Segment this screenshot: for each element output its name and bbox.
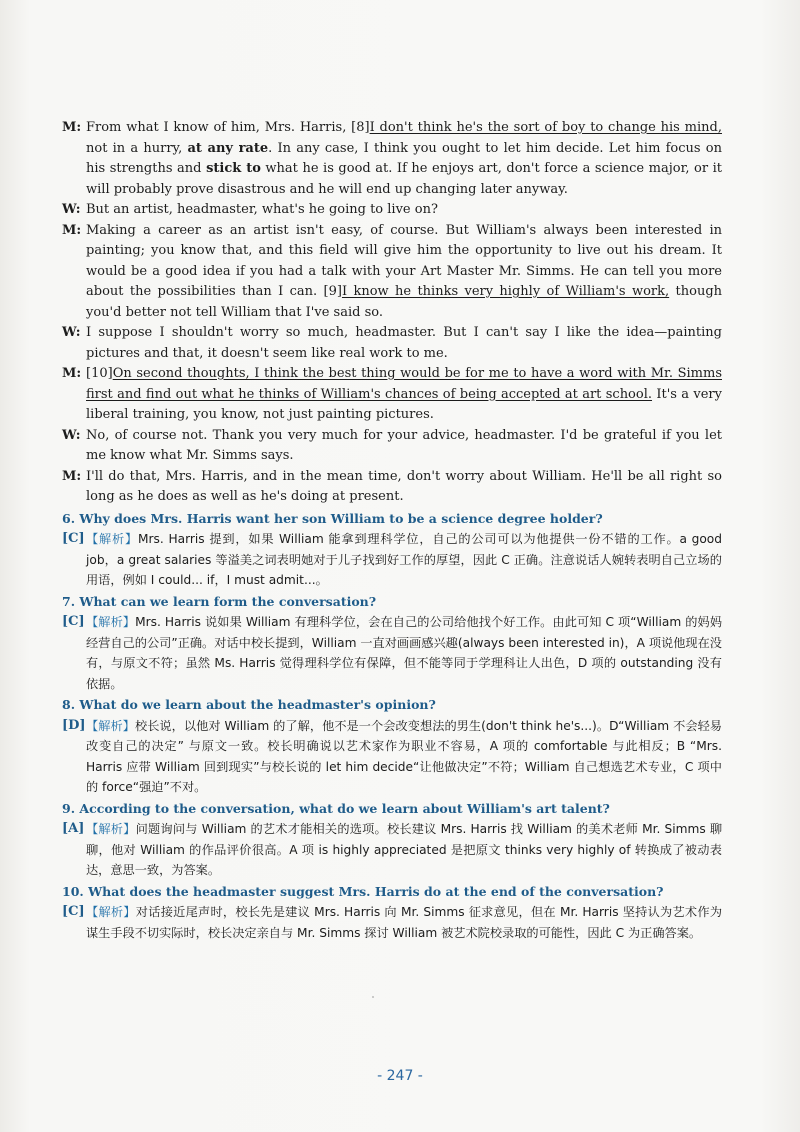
answer-explanation [62,902,722,943]
speaker: M: [62,222,82,238]
analysis-tag: 【解析】 [86,822,136,836]
answer-explanation [62,529,722,591]
explanation-text: 【解析】校长说，以他对 William 的了解，他不是一个会改变想法的男生(don't think he's...)。D“William 不会轻易改变自己的决定” 与原文一致。校长明确说以艺术家作为职业不容易，A 项的 comfortable 与此相反；B “Mrs. Harris 应带 William 回到现实”与校长说的 let him decide“让他做决定”不符；William 自己想选艺术专业，C 项中的 force“强迫”不对。 [86,718,722,794]
explanation-text: 【解析】Mrs. Harris 提到，如果 William 能拿到理科学位，自己的公司可以为他提供一份不错的工作。a good job，a great salaries 等溢美之词表明她对于儿子找到好工作的厚望，因此 C 正确。注意说话人婉转表明自己立场的用语，例如 I could... if，I must admit...。 [86,532,722,587]
answer-key: [D] [62,717,86,733]
speaker: M: [62,468,82,484]
dialogue-line [62,364,722,426]
dialogue-text: I suppose I shouldn't worry so much, headmaster. But I can't say I like the idea—painting pictures and that, it doesn't seem like real work to me. [86,325,722,361]
answer-explanation [62,819,722,881]
answer-key: [C] [62,531,85,546]
page-number: - 247 - [377,1068,423,1084]
answer-key: [C] [62,614,85,629]
speaker: W: [62,202,81,217]
question-heading: 6. Why does Mrs. Harris want her son William to be a science degree holder? [62,510,603,526]
question-heading: 7. What can we learn form the conversation? [62,593,377,609]
analysis-tag: 【解析】 [86,615,136,629]
answer-explanation [62,612,722,694]
dialogue-line [62,426,722,467]
page-content [62,118,722,943]
dialogue-line [62,200,722,221]
dialogue-text: [10]On second thoughts, I think the best thing would be for me to have a word with Mr. Simms first and find out what he thinks of William's chances of being accepted at art school. It's a very liberal training, you know, not just painting pictures. [86,366,722,422]
question-heading: 8. What do we learn about the headmaster's opinion? [62,697,436,712]
question-heading: 10. What does the headmaster suggest Mrs. Harris do at the end of the conversation? [62,883,664,899]
dialogue-line [62,118,722,200]
answer-explanation [62,716,722,798]
dialogue-text: Making a career as an artist isn't easy, of course. But William's always been interested in painting; you know that, and this field will give him the opportunity to live out his dream. It would be a good idea if you had a talk with your Art Master Mr. Simms. He can tell you more about the possibilities than I can. [9]I know he thinks very highly of William's work, though you'd better not tell William that I've said so. [86,222,723,320]
answer-key: [C] [62,904,85,919]
explanation-text: 【解析】对话接近尾声时，校长先是建议 Mrs. Harris 向 Mr. Simms 征求意见，但在 Mr. Harris 坚持认为艺术作为谋生手段不切实际时，校长决定亲自与 Mr. Simms 探讨 William 被艺术院校录取的可能性，因此 C 为正确答案。 [86,905,723,940]
dialogue-text: From what I know of him, Mrs. Harris, [8]I don't think he's the sort of boy to change his mind, not in a hurry, at any rate. In any case, I think you ought to let him decide. Let him focus on his strengths and stick to what he is good at. If he enjoys art, don't force a science major, or it will probably prove disastrous and he will end up changing later anyway. [86,120,722,197]
explanation-text: 【解析】Mrs. Harris 说如果 William 有理科学位，会在自己的公司给他找个好工作。由此可知 C 项“William 的妈妈经营自己的公司”正确。对话中校长提到，William 一直对画画感兴趣(always been interested in)，A 项说他现在没有，与原文不符；虽然 Ms. Harris 觉得理科学位有保障，但不能等同于学理科让人出色，D 项的 outstanding 没有依据。 [86,615,723,691]
dialogue-text: No, of course not. Thank you very much for your advice, headmaster. I'd be grateful if you let me know what Mr. Simms says. [86,427,722,463]
analysis-tag: 【解析】 [86,532,139,546]
dialogue-text: But an artist, headmaster, what's he going to live on? [86,202,438,217]
explanation-text: 【解析】问题询问与 William 的艺术才能相关的选项。校长建议 Mrs. Harris 找 William 的美术老师 Mr. Simms 聊聊，他对 William 的作品评价很高。A 项 is highly appreciated 是把原文 thinks very highly of 转换成了被动表达，意思一致，为答案。 [86,822,723,877]
dialogue-text: I'll do that, Mrs. Harris, and in the mean time, don't worry about William. He'll be all right so long as he does as well as he's doing at present. [86,468,722,504]
dialogue-line [62,467,722,508]
question-heading: 9. According to the conversation, what do we learn about William's art talent? [62,800,610,816]
dialogue-line [62,221,722,324]
analysis-tag: 【解析】 [86,905,136,919]
speaker: M: [62,366,82,381]
speaker: W: [62,325,81,340]
speaker: W: [62,427,81,443]
speaker: M: [62,120,82,135]
dialogue-line [62,323,722,364]
speck-mark [372,996,374,998]
answer-key: [A] [62,821,85,836]
analysis-tag: 【解析】 [86,718,135,733]
